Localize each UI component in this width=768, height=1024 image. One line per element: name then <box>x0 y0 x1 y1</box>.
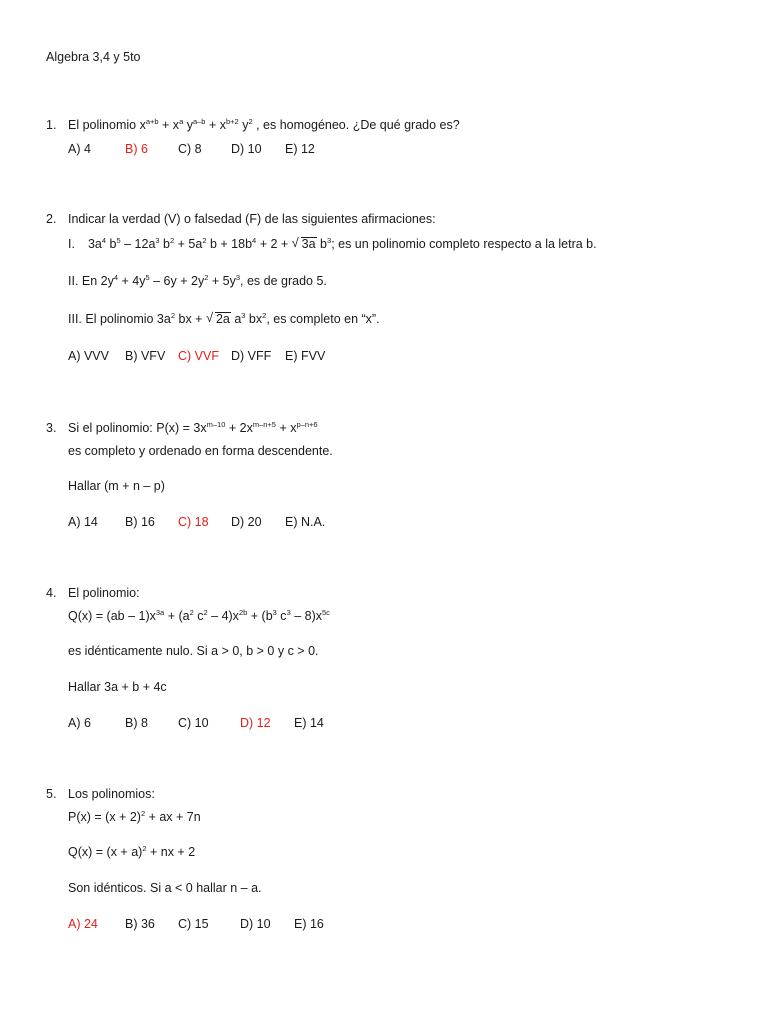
q2-option-b: B) VFV <box>125 349 166 363</box>
q5-number: 5. <box>46 787 57 801</box>
q2-statement-iii: III. El polinomio $3a^2$ bx + √ 2a $a^3$ $bx^2$, es completo en “x”. <box>68 310 380 326</box>
q5-options <box>0 916 768 932</box>
q4-condition: es idénticamente nulo. Si a > 0, b > 0 y c > 0. <box>68 644 319 658</box>
q4-stem: El polinomio: <box>68 586 140 600</box>
q3-option-e: E) N.A. <box>285 515 326 529</box>
q1-option-c: C) 8 <box>178 142 202 156</box>
q2-options <box>0 348 768 364</box>
q4-options <box>0 715 768 731</box>
q4-option-d: D) 12 <box>240 716 271 730</box>
q2-statement-ii: II. En $2y^4 + 4y^5 - 6y + 2y^2 + 5y^3$, es de grado 5. <box>68 273 327 288</box>
q2-option-e: E) FVV <box>285 349 326 363</box>
q2-stem: Indicar la verdad (V) o falsedad (F) de las siguientes afirmaciones: <box>68 212 436 226</box>
q1-number: 1. <box>46 118 57 132</box>
q5-option-c: C) 15 <box>178 917 209 931</box>
q5-option-d: D) 10 <box>240 917 271 931</box>
q3-stem: Si el polinomio: $P(x) = 3x^{m-10} + 2x^{m-n+5} + x^{p-n+6}$ <box>68 420 318 435</box>
q1-option-e: E) 12 <box>285 142 315 156</box>
q3-option-a: A) 14 <box>68 515 98 529</box>
q3-number: 3. <box>46 421 57 435</box>
q2-option-d: D) VFF <box>231 349 272 363</box>
q2-number: 2. <box>46 212 57 226</box>
q4-option-a: A) 6 <box>68 716 91 730</box>
q2-option-c: C) VVF <box>178 349 219 363</box>
q4-option-e: E) 14 <box>294 716 324 730</box>
q3-option-d: D) 20 <box>231 515 262 529</box>
q1-stem: El polinomio $x^{a+b} + x^a$ $y^{a-b} + x^{b+2}$ $y^2$ , es homogéneo. ¿De qué grado es? <box>68 117 460 132</box>
q1-option-b: B) 6 <box>125 142 148 156</box>
q3-find: Hallar (m + n – p) <box>68 479 165 493</box>
q4-expression: $Q(x) = (ab - 1)x^{3a} + (a^2$ $c^2 - 4)x^{2b} + (b^3$ $c^3 - 8)x^{5c}$ <box>68 608 330 623</box>
q5-option-e: E) 16 <box>294 917 324 931</box>
q2-statement-i: I. $3a^4$ $b^5 - 12a^3$ $b^2 + 5a^2$ $b + 18b^4 + 2$ + √ 3a $b^3$; es un polinomio completo respecto a la letra b. <box>68 235 597 251</box>
sqrt-symbol: √ 3a <box>291 235 316 251</box>
q3-option-c: C) 18 <box>178 515 209 529</box>
q5-polynomial-p: $P(x) = (x + 2)^2$ + ax + 7n <box>68 809 201 824</box>
q2-option-a: A) VVV <box>68 349 109 363</box>
q5-option-b: B) 36 <box>125 917 155 931</box>
q5-polynomial-q: $Q(x) = (x + a)^2$ + nx + 2 <box>68 844 196 859</box>
q1-option-a: A) 4 <box>68 142 91 156</box>
q4-option-b: B) 8 <box>125 716 148 730</box>
q4-find: Hallar 3a + b + 4c <box>68 680 167 694</box>
q3-stem-continued: es completo y ordenado en forma descendente. <box>68 444 333 458</box>
q4-option-c: C) 10 <box>178 716 209 730</box>
sqrt-symbol: √ 2a <box>205 310 230 326</box>
q1-options <box>0 141 768 157</box>
q3-options <box>0 514 768 530</box>
q5-condition: Son idénticos. Si a < 0 hallar n – a. <box>68 881 262 895</box>
q4-number: 4. <box>46 586 57 600</box>
q3-option-b: B) 16 <box>125 515 155 529</box>
q1-option-d: D) 10 <box>231 142 262 156</box>
document-title: Algebra 3,4 y 5to <box>46 50 141 64</box>
q5-stem: Los polinomios: <box>68 787 155 801</box>
q5-option-a: A) 24 <box>68 917 98 931</box>
